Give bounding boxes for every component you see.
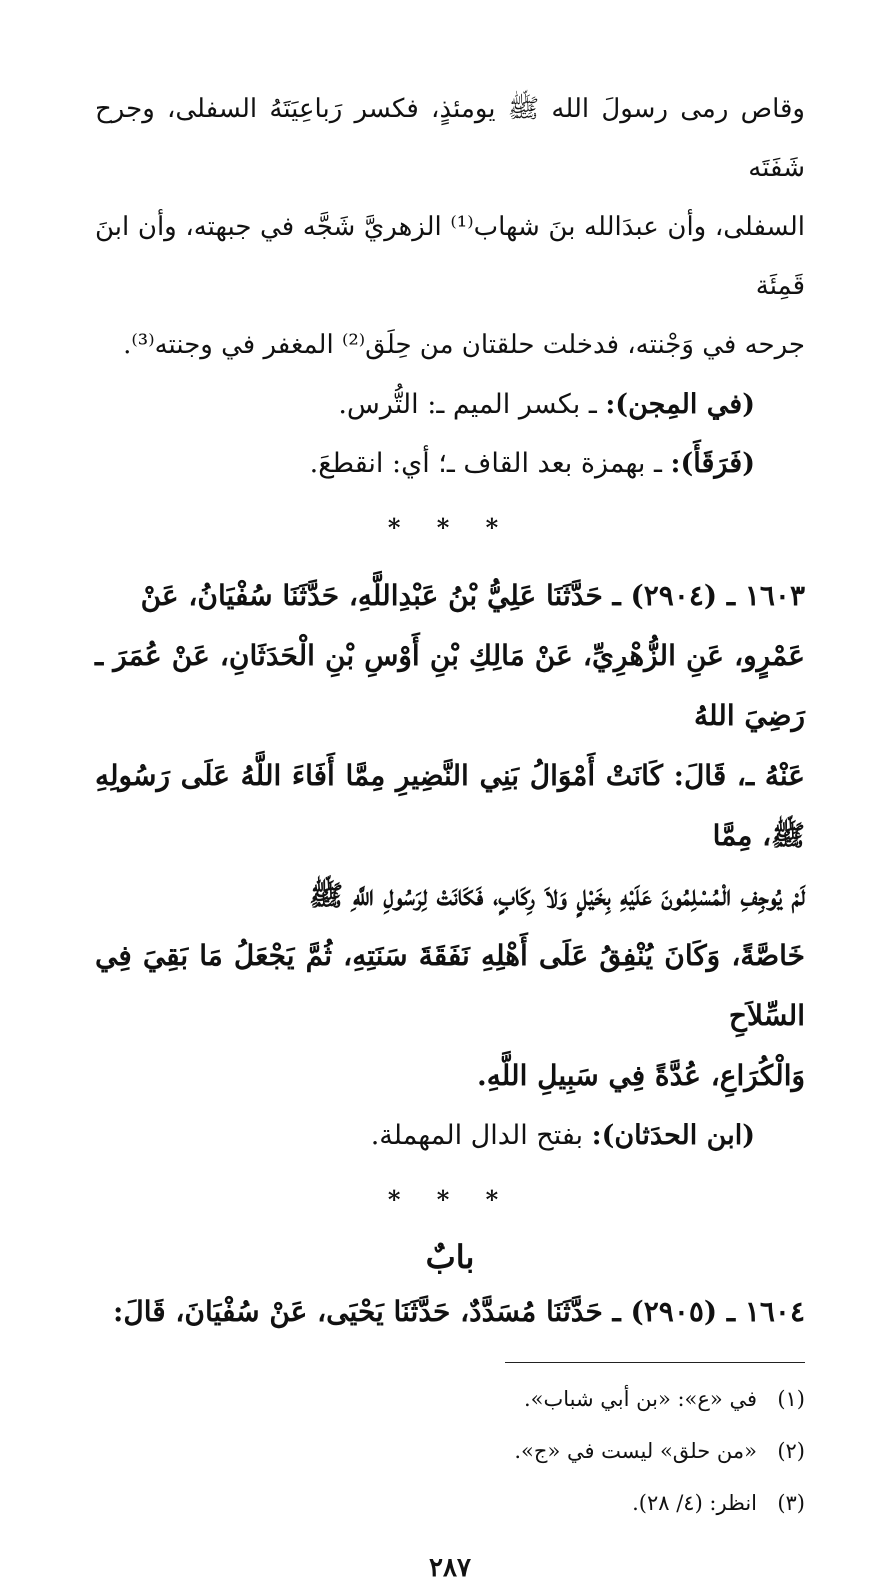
footnote-number: (٢) [777,1439,805,1463]
footnote-number: (١) [777,1387,805,1411]
hadith-line: عَنْهُ ـ، قَالَ: كَانَتْ أَمْوَالُ بَنِي النَّضِيرِ مِمَّا أَفَاءَ اللَّهُ عَلَى رَسُولِهِ ﷺ، مِمَّا [95,759,805,852]
footnote-text: «من حلق» ليست في «ج». [514,1439,757,1463]
footnote-text: انظر: (٤/ ٢٨). [632,1491,757,1515]
gloss-term: (فَرَقَأَ): [670,448,755,479]
gloss-line [95,1106,805,1165]
section-separator: * * * [387,1185,513,1214]
glosses-section-1 [95,375,805,493]
gloss-line [95,434,805,493]
hadith-line: خَاصَّةً، وَكَانَ يُنْفِقُ عَلَى أَهْلِهِ نَفَقَةَ سَنَتِهِ، ثُمَّ يَجْعَلُ مَا بَقِيَ فِي السِّلاَحِ [95,939,805,1032]
glosses-section-2 [95,1106,805,1165]
page-number: ٢٨٧ [429,1553,471,1583]
hadith-line: عَمْرٍو، عَنِ الزُّهْرِيِّ، عَنْ مَالِكِ بْنِ أَوْسِ بْنِ الْحَدَثَانِ، عَنْ عُمَرَ ـ رَضِيَ اللهُ [95,639,805,732]
footnote-divider [505,1362,805,1363]
gloss-text: بفتح الدال المهملة. [370,1120,592,1151]
section-separator: * * * [387,513,513,542]
footnotes [95,1373,805,1529]
hadith-line: ١٦٠٣ ـ (٢٩٠٤) ـ حَدَّثَنَا عَلِيُّ بْنُ عَبْدِاللَّهِ، حَدَّثَنَا سُفْيَانُ، عَنْ [140,579,805,612]
intro-paragraph [95,80,805,375]
footnote-number: (٣) [777,1491,805,1515]
gloss-line [95,375,805,434]
footnote-text: في «ع»: «بن أبي شباب». [523,1387,757,1411]
intro-line: جرحه في وَجْنته، فدخلت حلقتان من حِلَق⁽²⁾ المغفر في وجنته⁽³⁾. [123,330,805,360]
gloss-text: ـ بكسر الميم ـ: التُّرس. [338,389,606,420]
hadith-line: وَالْكُرَاعِ، عُدَّةً فِي سَبِيلِ اللَّهِ. [477,1059,805,1092]
hadith-line: ١٦٠٤ ـ (٢٩٠٥) ـ حَدَّثَنَا مُسَدَّدٌ، حَدَّثَنَا يَحْيَى، عَنْ سُفْيَانَ، قَالَ: [113,1295,805,1328]
chapter-heading: بابٌ [425,1238,475,1276]
footnote [95,1373,805,1425]
hadith-1603 [95,566,805,1106]
intro-line: السفلى، وأن عبدَالله بنَ شهاب⁽¹⁾ الزهريَّ شَجَّه في جبهته، وأن ابنَ قَمِئَة [95,212,806,301]
gloss-term: (ابن الحدَثان): [591,1120,755,1151]
footnote [95,1477,805,1529]
hadith-1604 [95,1282,805,1342]
gloss-text: ـ بهمزة بعد القاف ـ؛ أي: انقطعَ. [309,448,671,479]
intro-line: وقاص رمى رسولَ الله ﷺ يومئذٍ، فكسر رَباعِيَتَهُ السفلى، وجرح شَفَتَه [95,94,805,183]
hadith-line: لَمْ يُوجِفِ الْمُسْلِمُونَ عَلَيْهِ بِخَيْلٍ وَلاَ رِكَابٍ، فَكَانَتْ لِرَسُولِ اللَّهِ ﷺ [309,879,805,912]
gloss-term: (في المِجن): [605,389,755,420]
footnote [95,1425,805,1477]
